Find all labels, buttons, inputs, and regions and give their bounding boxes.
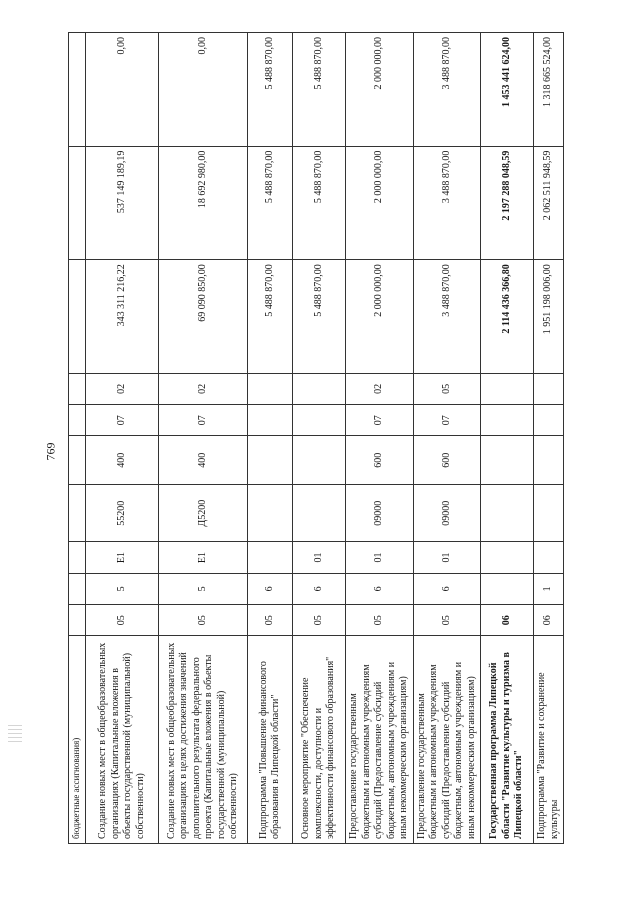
- table-row: [346, 33, 414, 844]
- cell-name: Предоставление государственным бюджетным и автономным учреждениям субсидий (Предоставление субсидий бюджетным, автономным учреждениям и иным некоммерческим организациям): [413, 636, 481, 844]
- cell-dir: 09000: [346, 485, 414, 542]
- cell-y2: 2 197 288 048,59: [481, 146, 534, 260]
- cell-sub: 6: [248, 573, 293, 604]
- cell-vr: [248, 436, 293, 485]
- cell-prog: 06: [534, 605, 564, 636]
- cell-name: Государственная программа Липецкой области "Развитие культуры и туризма в Липецкой области": [481, 636, 534, 844]
- cell-y1: 69 090 850,00: [159, 260, 248, 374]
- cell-rz: [248, 405, 293, 436]
- cell-name: Подпрограмма "Развитие и сохранение культуры: [534, 636, 564, 844]
- table-row: [159, 33, 248, 844]
- cell-pr: [481, 373, 534, 404]
- cell-sub: 5: [86, 573, 159, 604]
- cell-y3: 2 000 000,00: [346, 33, 414, 147]
- cell-y2: 5 488 870,00: [293, 146, 346, 260]
- cell-main: [248, 542, 293, 573]
- cell-sub: [69, 573, 86, 604]
- cell-vr: 600: [413, 436, 481, 485]
- cell-vr: [69, 436, 86, 485]
- cell-y2: 5 488 870,00: [248, 146, 293, 260]
- cell-dir: 55200: [86, 485, 159, 542]
- cell-name: Создание новых мест в общеобразовательных организациях (Капитальные вложения в объекты государственной (муниципальной) собственности): [86, 636, 159, 844]
- cell-pr: [248, 373, 293, 404]
- cell-pr: [69, 373, 86, 404]
- cell-prog: 05: [86, 605, 159, 636]
- table-row: [69, 33, 86, 844]
- scan-artifact: [8, 722, 22, 782]
- table-row: [248, 33, 293, 844]
- cell-vr: [293, 436, 346, 485]
- cell-dir: 09000: [413, 485, 481, 542]
- cell-prog: 05: [413, 605, 481, 636]
- page-number: 769: [43, 442, 58, 461]
- cell-pr: [293, 373, 346, 404]
- cell-name: Предоставление государственным бюджетным и автономным учреждениям субсидий (Предоставление субсидий бюджетным, автономным учреждениям и иным некоммерческим организациям): [346, 636, 414, 844]
- cell-sub: 6: [293, 573, 346, 604]
- cell-rz: 07: [413, 405, 481, 436]
- table-row: [86, 33, 159, 844]
- cell-sub: [481, 573, 534, 604]
- cell-y2: 3 488 870,00: [413, 146, 481, 260]
- cell-name: Основное мероприятие "Обеспечение комплексности, доступности и эффективности финансового образования": [293, 636, 346, 844]
- cell-vr: 400: [159, 436, 248, 485]
- cell-y3: 3 488 870,00: [413, 33, 481, 147]
- cell-pr: 02: [159, 373, 248, 404]
- cell-y1: [69, 260, 86, 374]
- cell-vr: [534, 436, 564, 485]
- cell-y1: 3 488 870,00: [413, 260, 481, 374]
- cell-main: [69, 542, 86, 573]
- cell-rz: 07: [159, 405, 248, 436]
- cell-vr: [481, 436, 534, 485]
- cell-main: 01: [413, 542, 481, 573]
- cell-main: 01: [346, 542, 414, 573]
- budget-table: [68, 32, 564, 844]
- cell-dir: [248, 485, 293, 542]
- cell-y3: 1 453 441 624,00: [481, 33, 534, 147]
- cell-rz: [69, 405, 86, 436]
- cell-y2: 537 149 189,19: [86, 146, 159, 260]
- cell-rz: 07: [346, 405, 414, 436]
- cell-sub: 6: [413, 573, 481, 604]
- cell-y3: 5 488 870,00: [293, 33, 346, 147]
- cell-main: 01: [293, 542, 346, 573]
- cell-prog: 05: [293, 605, 346, 636]
- cell-name: бюджетные ассигнования): [69, 636, 86, 844]
- cell-pr: 05: [413, 373, 481, 404]
- cell-name: Подпрограмма "Повышение финансового образования в Липецкой области": [248, 636, 293, 844]
- cell-rz: [534, 405, 564, 436]
- cell-y1: 2 000 000,00: [346, 260, 414, 374]
- cell-pr: [534, 373, 564, 404]
- cell-main: [534, 542, 564, 573]
- cell-main: E1: [86, 542, 159, 573]
- cell-dir: [481, 485, 534, 542]
- cell-rz: 07: [86, 405, 159, 436]
- cell-rz: [481, 405, 534, 436]
- table-row: [481, 33, 534, 844]
- cell-prog: 06: [481, 605, 534, 636]
- cell-main: [481, 542, 534, 573]
- cell-y3: [69, 33, 86, 147]
- cell-y1: 5 488 870,00: [248, 260, 293, 374]
- cell-rz: [293, 405, 346, 436]
- cell-prog: [69, 605, 86, 636]
- cell-vr: 400: [86, 436, 159, 485]
- cell-y3: 0,00: [159, 33, 248, 147]
- cell-prog: 05: [346, 605, 414, 636]
- cell-y2: [69, 146, 86, 260]
- cell-pr: 02: [86, 373, 159, 404]
- cell-sub: 6: [346, 573, 414, 604]
- cell-y1: 5 488 870,00: [293, 260, 346, 374]
- cell-y3: 0,00: [86, 33, 159, 147]
- cell-y2: 18 692 980,00: [159, 146, 248, 260]
- cell-dir: [534, 485, 564, 542]
- cell-prog: 05: [248, 605, 293, 636]
- cell-main: E1: [159, 542, 248, 573]
- cell-vr: 600: [346, 436, 414, 485]
- table-row: [293, 33, 346, 844]
- cell-dir: [293, 485, 346, 542]
- cell-dir: [69, 485, 86, 542]
- cell-y3: 1 318 665 524,00: [534, 33, 564, 147]
- table-row: [413, 33, 481, 844]
- cell-y2: 2 062 511 948,59: [534, 146, 564, 260]
- cell-y3: 5 488 870,00: [248, 33, 293, 147]
- cell-sub: 5: [159, 573, 248, 604]
- cell-sub: 1: [534, 573, 564, 604]
- cell-y2: 2 000 000,00: [346, 146, 414, 260]
- cell-y1: 1 951 198 006,00: [534, 260, 564, 374]
- cell-name: Создание новых мест в общеобразовательных организациях в целях достижения значений дополнительного результата федерального проекта (Капитальные вложения в объекты государственной (муниципальной) собственности): [159, 636, 248, 844]
- cell-y1: 343 311 216,22: [86, 260, 159, 374]
- cell-dir: Д5200: [159, 485, 248, 542]
- table-row: [534, 33, 564, 844]
- cell-pr: 02: [346, 373, 414, 404]
- cell-y1: 2 114 436 366,80: [481, 260, 534, 374]
- budget-table-region: [68, 32, 570, 844]
- cell-prog: 05: [159, 605, 248, 636]
